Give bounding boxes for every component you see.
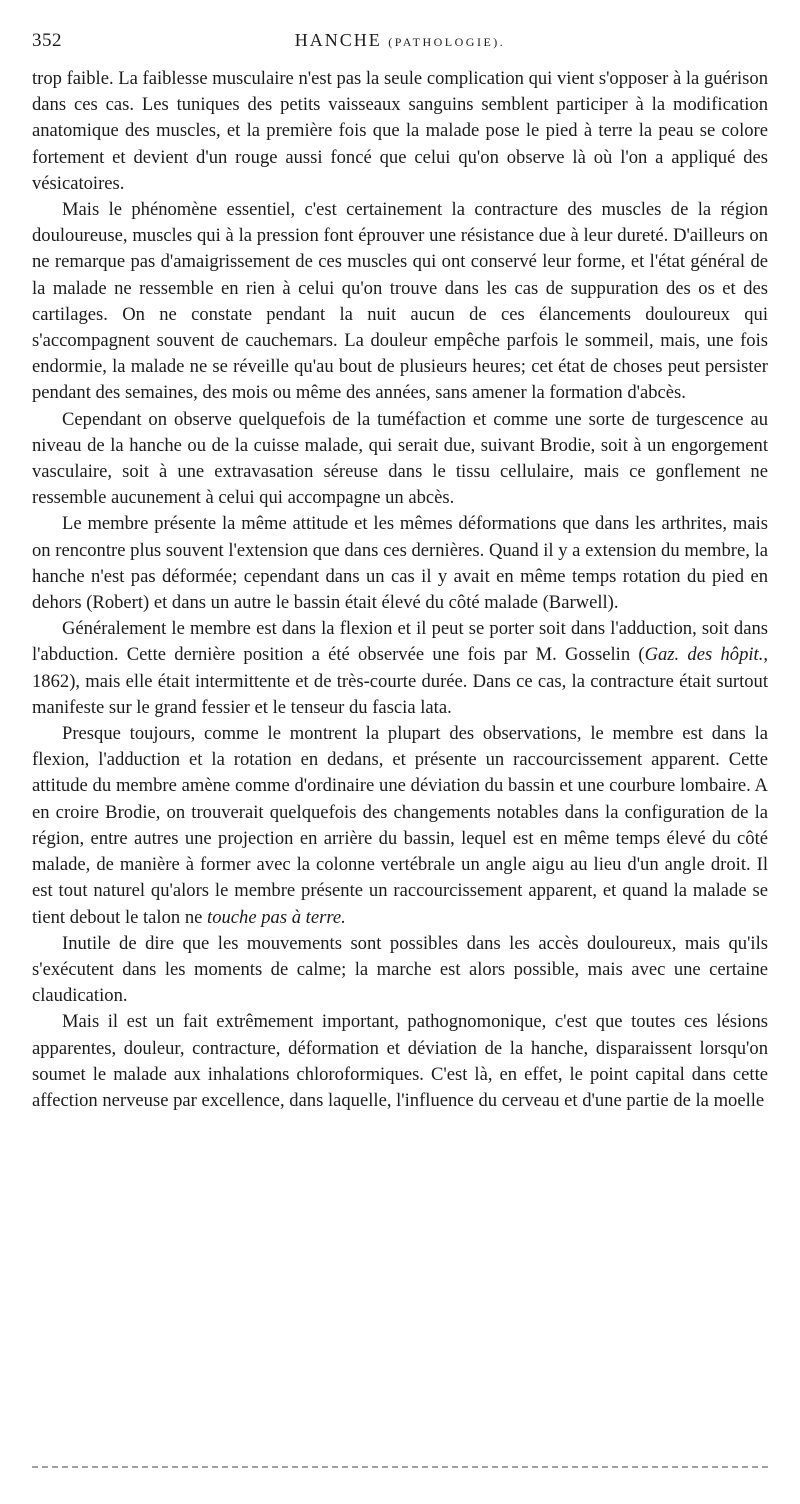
paragraph-2: Mais le phénomène essentiel, c'est certainement la contracture des muscles de la région douloureuse, muscles qui à la pression font éprouver une résistance due à leur dureté. D'ailleurs on ne remarque pas d'amaigrissement de ces muscles qui ont conservé leur forme, et l'état général de la malade ne ressemble en rien à celui qu'on trouve dans les cas de suppuration des os et des cartilages. On ne constate pendant la nuit aucun de ces élancements douloureux qui s'accompagnent souvent de cauchemars. La douleur empêche parfois le sommeil, mais, une fois endormie, la malade ne se réveille qu'au bout de plusieurs heures; cet état de choses peut persister pendant des semaines, des mois ou même des années, sans amener la formation d'abcès. [32,199,768,404]
italic-phrase: touche pas à terre. [207,906,346,928]
paragraph-3: Cependant on observe quelquefois de la tuméfaction et comme une sorte de turgescence au niveau de la hanche ou de la cuisse malade, qui serait due, suivant Brodie, soit à un engorgement vasculaire, soit à une extravasation séreuse dans le tissu cellulaire, mais ce gonflement ne ressemble aucunement à celui qui accompagne un abcès. [32,408,768,509]
body-text [32,66,768,1114]
paragraph-7: Inutile de dire que les mouvements sont possibles dans les accès douloureux, mais qu'ils s'exécutent dans les moments de calme; la marche est alors possible, mais avec une certaine claudication. [32,932,768,1007]
paragraph-5: Généralement le membre est dans la flexion et il peut se porter soit dans l'adduction, soit dans l'abduction. Cette dernière position a été observée une fois par M. Gosselin (Gaz. des hôpit., 1862), mais elle était intermittente et de très-courte durée. Dans ce cas, la contracture était surtout manifeste sur le grand fessier et le tenseur du fascia lata. [32,618,768,718]
running-title-main: HANCHE [294,30,382,50]
paragraph-6: Presque toujours, comme le montrent la plupart des observations, le membre est dans la flexion, l'adduction et la rotation en dedans, et présente un raccourcissement apparent. Cette attitude du membre amène comme d'ordinaire une déviation du bassin et une courbure lombaire. A en croire Brodie, on trouverait quelquefois des changements notables dans la configuration de la région, entre autres une projection en arrière du bassin, lequel est en même temps élevé du côté malade, de manière à former avec la colonne vertébrale un angle aigu au lieu d'un angle droit. Il est tout naturel qu'alors le membre présente un raccourcissement apparent, et quand la malade se tient debout le talon ne touche pas à terre. [32,723,768,928]
paragraph-4: Le membre présente la même attitude et les mêmes déformations que dans les arthrites, mais on rencontre plus souvent l'extension que dans ces dernières. Quand il y a extension du membre, la hanche n'est pas déformée; cependant dans un cas il y avait en même temps rotation du pied en dehors (Robert) et dans un autre le bassin était élevé du côté malade (Barwell). [32,513,768,614]
paragraph-8: Mais il est un fait extrêmement important, pathognomonique, c'est que toutes ces lésions apparentes, douleur, contracture, déformation et déviation de la hanche, disparaissent lorsqu'on soumet le malade aux inhalations chloroformiques. C'est là, en effet, le point capital dans cette affection nerveuse par excellence, dans laquelle, l'influence du cerveau et d'une partie de la moelle [32,1011,768,1111]
italic-phrase: Gaz. des hôpit. [644,644,764,666]
running-title [32,30,768,51]
footer-rule [32,1466,768,1468]
running-title-sub: (PATHOLOGIE). [388,35,506,49]
paragraph-1: trop faible. La faiblesse musculaire n'est pas la seule complication qui vient s'opposer à la guérison dans ces cas. Les tuniques des petits vaisseaux sanguins semblent participer à la modification anatomique des muscles, et la première fois que la malade pose le pied à terre la peau se colore fortement et devient d'un rouge aussi foncé que celui qu'on observe là où l'on a appliqué des vésicatoires. [32,68,768,194]
running-header [32,30,768,56]
page-number: 352 [32,30,62,51]
